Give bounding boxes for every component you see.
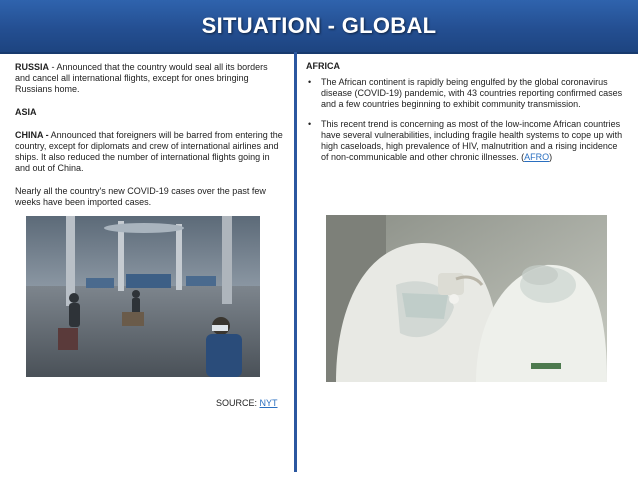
asia-heading: ASIA	[15, 107, 37, 117]
afro-link-close: )	[549, 152, 553, 162]
africa-bullet-1	[306, 77, 626, 110]
russia-label: RUSSIA	[15, 62, 50, 72]
health-workers-photo	[326, 215, 607, 382]
africa-bullet-2-text: This recent trend is concerning as most of the low-income African countries have several vulnerabilities, including fragile health systems to cope up with high caseloads, high prevalence of HIV, malnutrition and a rising incidence of non-communicable and other chronic illnesses. (	[321, 119, 623, 162]
china-text: Announced that foreigners will be barred from entering the country, except for diplomats and crew of international airlines and ships. It also reduced the number of international flights going in and out of China.	[15, 130, 283, 173]
page-title: SITUATION - GLOBAL	[201, 13, 437, 38]
column-divider	[294, 52, 297, 472]
source-label: SOURCE:	[216, 398, 260, 408]
left-column	[15, 62, 285, 220]
china-label: CHINA -	[15, 130, 49, 140]
africa-bullet-list	[306, 77, 626, 163]
right-column	[306, 61, 626, 172]
bullet-icon: •	[308, 77, 312, 87]
africa-heading: AFRICA	[306, 61, 340, 71]
source-citation	[216, 398, 278, 408]
afro-source-link[interactable]: AFRO	[524, 152, 550, 162]
russia-paragraph	[15, 62, 285, 95]
bullet-icon: •	[308, 119, 312, 129]
russia-text: - Announced that the country would seal all its borders and cancel all international flights, except for ones bringing Russians home.	[15, 62, 268, 94]
health-workers-photo-illustration	[326, 215, 607, 382]
title-banner	[0, 0, 638, 54]
airport-photo-illustration	[26, 216, 260, 377]
nyt-source-link[interactable]: NYT	[259, 398, 278, 408]
airport-photo	[26, 216, 260, 377]
africa-bullet-1-text: The African continent is rapidly being engulfed by the global coronavirus disease (COVID-19) pandemic, with 43 countries reporting confirmed cases and a few countries beginning to exhibit community transmission.	[321, 77, 623, 109]
imported-cases-paragraph: Nearly all the country's new COVID-19 cases over the past few weeks have been imported cases.	[15, 186, 266, 207]
china-paragraph	[15, 130, 285, 174]
africa-bullet-2	[306, 119, 626, 163]
